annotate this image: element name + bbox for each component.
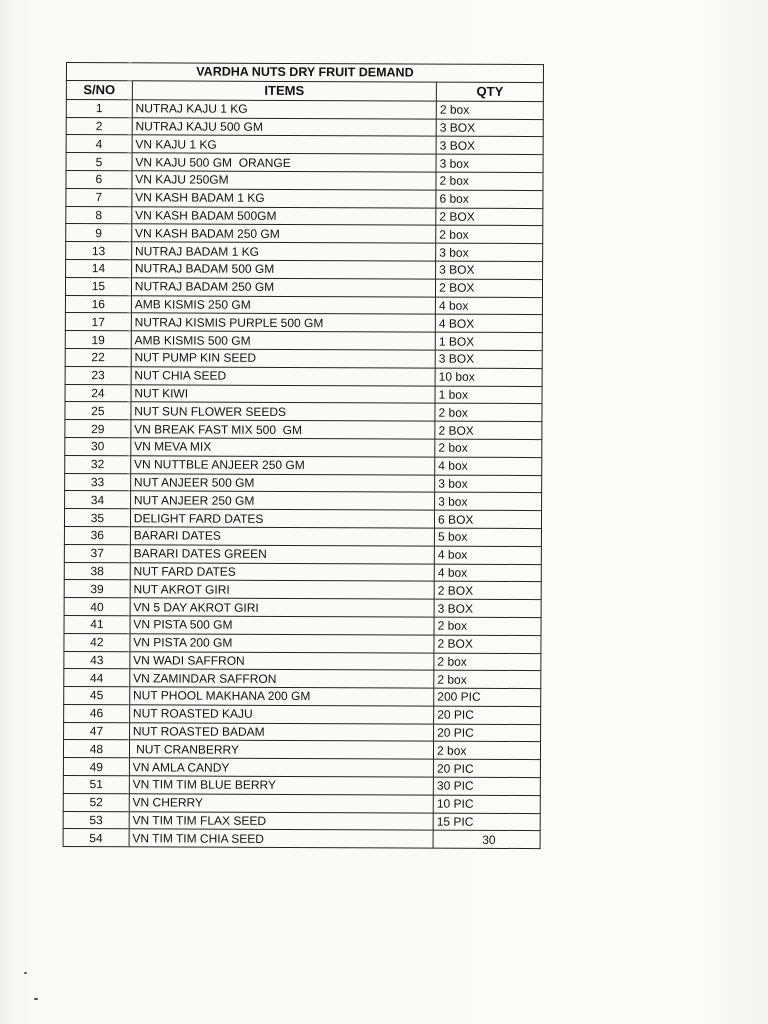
- cell-item: BARARI DATES: [130, 527, 434, 546]
- table-row: [65, 420, 542, 440]
- cell-sno: 36: [64, 526, 130, 544]
- cell-item: NUTRAJ BADAM 500 GM: [131, 260, 435, 279]
- cell-sno: 9: [66, 224, 132, 242]
- table-row: [66, 188, 543, 208]
- cell-qty: 2 box: [436, 101, 543, 119]
- cell-qty: 30: [433, 831, 540, 849]
- cell-qty: 3 box: [436, 154, 543, 172]
- cell-qty: 2 box: [436, 225, 543, 243]
- cell-item: VN AMLA CANDY: [129, 758, 433, 777]
- cell-item: NUTRAJ BADAM 1 KG: [131, 242, 435, 261]
- cell-qty: 10 PIC: [433, 795, 540, 813]
- table-row: [65, 366, 542, 386]
- cell-item: VN ZAMINDAR SAFFRON: [130, 669, 434, 688]
- cell-qty: 2 BOX: [436, 279, 543, 297]
- cell-sno: 42: [64, 633, 130, 651]
- cell-qty: 6 box: [436, 190, 543, 208]
- cell-item: VN WADI SAFFRON: [130, 651, 434, 670]
- cell-qty: 3 BOX: [435, 350, 542, 368]
- cell-item: BARARI DATES GREEN: [130, 545, 434, 564]
- cell-item: VN KAJU 250GM: [132, 171, 436, 190]
- cell-item: VN KASH BADAM 500GM: [132, 206, 436, 225]
- table-row: [65, 437, 542, 457]
- cell-item: NUT FARD DATES: [130, 562, 434, 581]
- table-row: [66, 242, 543, 262]
- cell-sno: 13: [66, 242, 132, 260]
- cell-item: NUT PUMP KIN SEED: [131, 349, 435, 368]
- cell-sno: 19: [65, 331, 131, 349]
- table-row: [65, 384, 542, 404]
- cell-item: VN MEVA MIX: [131, 438, 435, 457]
- cell-item: NUTRAJ KAJU 500 GM: [132, 117, 436, 136]
- table-row: [64, 580, 541, 600]
- cell-item: VN KASH BADAM 1 KG: [132, 189, 436, 208]
- cell-sno: 30: [65, 437, 131, 455]
- cell-sno: 38: [64, 562, 130, 580]
- cell-sno: 8: [66, 206, 132, 224]
- table-row: [64, 651, 541, 671]
- cell-item: DELIGHT FARD DATES: [130, 509, 434, 528]
- cell-sno: 1: [66, 99, 132, 117]
- cell-sno: 15: [65, 277, 131, 295]
- cell-item: NUT SUN FLOWER SEEDS: [131, 402, 435, 421]
- cell-qty: 2 box: [434, 617, 541, 635]
- table-row: [65, 473, 542, 493]
- table-row: [64, 687, 541, 707]
- cell-qty: 3 BOX: [436, 119, 543, 137]
- cell-sno: 40: [64, 598, 130, 616]
- cell-sno: 2: [66, 117, 132, 135]
- cell-qty: 3 box: [435, 492, 542, 510]
- cell-sno: 25: [65, 402, 131, 420]
- cell-qty: 3 BOX: [436, 137, 543, 155]
- cell-qty: 4 box: [435, 457, 542, 475]
- table-row: [63, 776, 540, 796]
- cell-qty: 2 box: [435, 439, 542, 457]
- cell-qty: 1 box: [435, 386, 542, 404]
- table-row: [66, 170, 543, 190]
- title-row: [66, 63, 543, 83]
- cell-item: NUT PHOOL MAKHANA 200 GM: [129, 687, 433, 706]
- cell-qty: 2 box: [434, 653, 541, 671]
- table-row: [65, 331, 542, 351]
- header-sno: S/NO: [66, 80, 132, 99]
- cell-sno: 33: [65, 473, 131, 491]
- cell-item: VN TIM TIM FLAX SEED: [129, 811, 433, 830]
- table-row: [64, 562, 541, 582]
- cell-item: VN KASH BADAM 250 GM: [131, 224, 435, 243]
- cell-qty: 3 box: [436, 243, 543, 261]
- table-row: [66, 99, 543, 119]
- cell-sno: 23: [65, 366, 131, 384]
- table-row: [63, 829, 540, 849]
- demand-table: [63, 62, 544, 849]
- cell-sno: 5: [66, 153, 132, 171]
- table-row: [64, 633, 541, 653]
- cell-qty: 200 PIC: [434, 688, 541, 706]
- cell-sno: 16: [65, 295, 131, 313]
- cell-item: VN KAJU 1 KG: [132, 135, 436, 154]
- table-row: [65, 348, 542, 368]
- cell-item: NUT AKROT GIRI: [130, 580, 434, 599]
- cell-item: AMB KISMIS 500 GM: [131, 331, 435, 350]
- document-title: VARDHA NUTS DRY FRUIT DEMAND: [66, 63, 543, 83]
- cell-item: VN TIM TIM BLUE BERRY: [129, 776, 433, 795]
- cell-item: NUT ROASTED BADAM: [129, 722, 433, 741]
- cell-qty: 4 box: [434, 564, 541, 582]
- header-qty: QTY: [436, 82, 543, 101]
- table-row: [65, 277, 542, 297]
- cell-item: NUT CHIA SEED: [131, 367, 435, 386]
- cell-sno: 6: [66, 170, 132, 188]
- cell-sno: 54: [63, 829, 129, 847]
- cell-item: NUTRAJ BADAM 250 GM: [131, 278, 435, 297]
- cell-qty: 2 BOX: [436, 208, 543, 226]
- cell-sno: 47: [64, 722, 130, 740]
- cell-qty: 20 PIC: [434, 724, 541, 742]
- table-row: [64, 544, 541, 564]
- cell-qty: 2 box: [435, 403, 542, 421]
- table-row: [64, 615, 541, 635]
- cell-item: VN TIM TIM CHIA SEED: [129, 829, 433, 848]
- table-row: [64, 526, 541, 546]
- table-row: [65, 402, 542, 422]
- cell-sno: 37: [64, 544, 130, 562]
- cell-item: NUT KIWI: [131, 384, 435, 403]
- cell-item: NUT ANJEER 500 GM: [130, 473, 434, 492]
- cell-item: NUTRAJ KAJU 1 KG: [132, 100, 436, 119]
- cell-sno: 41: [64, 615, 130, 633]
- cell-item: NUT CRANBERRY: [129, 740, 433, 759]
- scan-speck: [34, 998, 38, 1000]
- table-row: [63, 793, 540, 813]
- cell-sno: 51: [63, 776, 129, 794]
- cell-qty: 6 BOX: [435, 510, 542, 528]
- cell-sno: 14: [66, 259, 132, 277]
- cell-sno: 24: [65, 384, 131, 402]
- table-row: [66, 224, 543, 244]
- cell-qty: 2 BOX: [435, 421, 542, 439]
- cell-item: VN KAJU 500 GM ORANGE: [132, 153, 436, 172]
- cell-item: VN PISTA 200 GM: [130, 633, 434, 652]
- cell-item: NUT ROASTED KAJU: [129, 705, 433, 724]
- cell-sno: 48: [63, 740, 129, 758]
- cell-sno: 32: [65, 455, 131, 473]
- cell-qty: 1 BOX: [435, 332, 542, 350]
- table-row: [66, 259, 543, 279]
- cell-qty: 5 box: [434, 528, 541, 546]
- cell-item: VN BREAK FAST MIX 500 GM: [131, 420, 435, 439]
- cell-qty: 3 BOX: [436, 261, 543, 279]
- cell-item: VN PISTA 500 GM: [130, 616, 434, 635]
- cell-item: NUT ANJEER 250 GM: [130, 491, 434, 510]
- table-row: [63, 740, 540, 760]
- table-row: [63, 811, 540, 831]
- cell-qty: 3 box: [435, 475, 542, 493]
- table-row: [65, 295, 542, 315]
- table-row: [64, 669, 541, 689]
- cell-qty: 15 PIC: [433, 813, 540, 831]
- table-row: [65, 313, 542, 333]
- cell-qty: 2 box: [436, 172, 543, 190]
- cell-sno: 22: [65, 348, 131, 366]
- table-row: [65, 491, 542, 511]
- cell-sno: 7: [66, 188, 132, 206]
- cell-qty: 2 box: [434, 742, 541, 760]
- cell-item: VN NUTTBLE ANJEER 250 GM: [130, 456, 434, 475]
- cell-sno: 44: [64, 669, 130, 687]
- header-row: [66, 80, 543, 101]
- scan-speck: [24, 972, 27, 974]
- cell-sno: 4: [66, 135, 132, 153]
- cell-sno: 43: [64, 651, 130, 669]
- cell-sno: 34: [65, 491, 131, 509]
- table-row: [66, 135, 543, 155]
- cell-item: NUTRAJ KISMIS PURPLE 500 GM: [131, 313, 435, 332]
- cell-qty: 20 PIC: [434, 706, 541, 724]
- cell-sno: 53: [63, 811, 129, 829]
- table-row: [66, 153, 543, 173]
- cell-sno: 39: [64, 580, 130, 598]
- header-items: ITEMS: [132, 81, 436, 101]
- cell-qty: 20 PIC: [433, 759, 540, 777]
- cell-qty: 4 box: [434, 546, 541, 564]
- cell-qty: 10 box: [435, 368, 542, 386]
- cell-sno: 35: [64, 509, 130, 527]
- cell-qty: 30 PIC: [433, 777, 540, 795]
- cell-sno: 46: [64, 704, 130, 722]
- cell-sno: 17: [65, 313, 131, 331]
- table-row: [63, 758, 540, 778]
- cell-qty: 3 BOX: [434, 599, 541, 617]
- cell-qty: 2 BOX: [434, 635, 541, 653]
- cell-item: VN 5 DAY AKROT GIRI: [130, 598, 434, 617]
- table-body: [63, 99, 543, 849]
- cell-item: VN CHERRY: [129, 794, 433, 813]
- cell-sno: 49: [63, 758, 129, 776]
- cell-qty: 2 box: [434, 670, 541, 688]
- cell-item: AMB KISMIS 250 GM: [131, 295, 435, 314]
- table-row: [66, 117, 543, 137]
- cell-qty: 2 BOX: [434, 581, 541, 599]
- cell-qty: 4 BOX: [435, 314, 542, 332]
- table-row: [66, 206, 543, 226]
- table-row: [65, 455, 542, 475]
- cell-sno: 45: [64, 687, 130, 705]
- table-row: [64, 704, 541, 724]
- cell-sno: 52: [63, 793, 129, 811]
- table-row: [64, 722, 541, 742]
- cell-qty: 4 box: [435, 297, 542, 315]
- table-row: [64, 598, 541, 618]
- cell-sno: 29: [65, 420, 131, 438]
- table-row: [64, 509, 541, 529]
